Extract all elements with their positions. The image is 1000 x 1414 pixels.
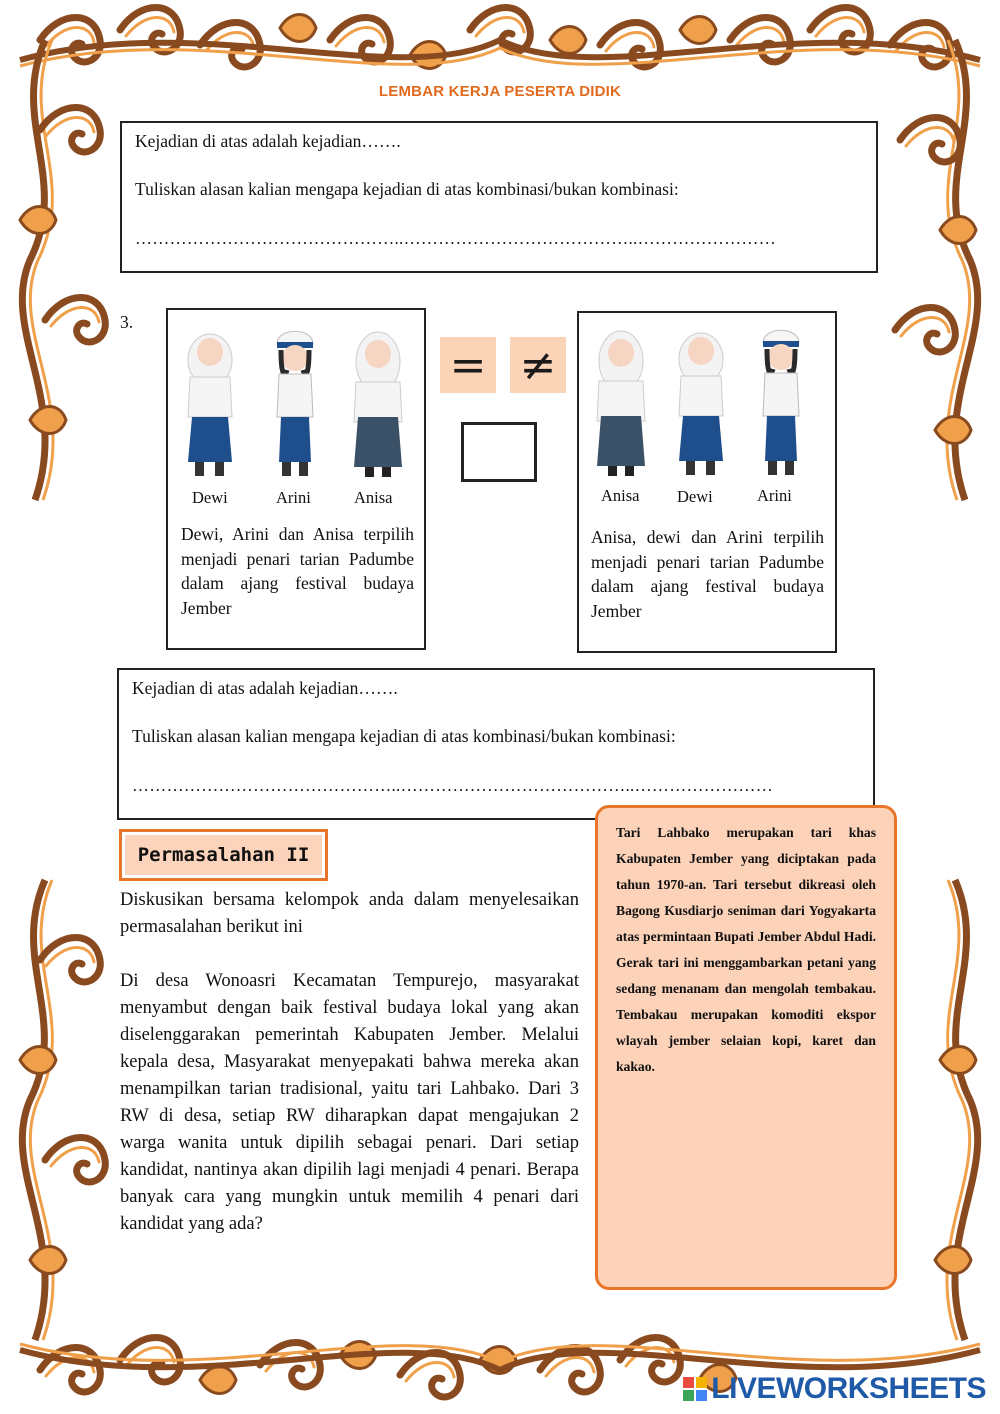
right-ornament-top (895, 40, 978, 500)
scenario-text: Dewi, Arini dan Anisa terpilih menjadi penari tarian Padumbe dalam ajang festival budaya Jember (181, 524, 414, 618)
scenario-text: Anisa, dewi dan Arini terpilih menjadi penari tarian Padumbe dalam ajang festival budaya Jember (591, 527, 824, 621)
name-label: Anisa (354, 488, 393, 507)
girl-cap-icon (763, 330, 799, 475)
live-badge-icon (683, 1377, 707, 1401)
watermark-text: LIVEWORKSHEETS (711, 1372, 986, 1405)
scenario-card-left (166, 308, 426, 650)
girl-hijab-icon (597, 331, 645, 476)
name-label: Anisa (601, 486, 640, 505)
right-ornament-bottom (935, 880, 978, 1340)
info-note-text: Tari Lahbako merupakan tari khas Kabupaten Jember yang diciptakan pada tahun 1970-an. Tari tersebut dikreasi oleh Bagong Kusdiarjo seniman dari Yogyakarta atas permintaan Bupati Jember Abdul Hadi. Gerak tari ini menggambarkan petani yang sedang menanam dan mengolah tembakau. Tembakau merupakan komoditi ekspor wlayah jember selaian kopi, karet dan kakao. (616, 825, 876, 1074)
section-heading-label: Permasalahan II (125, 835, 322, 875)
left-ornament-bottom (20, 880, 105, 1340)
page-title: LEMBAR KERJA PESERTA DIDIK (378, 83, 622, 100)
answer-line[interactable]: ………………………………………..…………………………………..…………………… (132, 776, 773, 795)
left-ornament-top (20, 40, 105, 500)
section-heading (119, 829, 328, 881)
answer-box-2 (117, 668, 875, 820)
question-number: 3. (120, 312, 134, 332)
girl-hijab-icon (188, 334, 232, 476)
girls-illustration (591, 321, 827, 486)
scenario-card-right (577, 311, 837, 653)
name-label: Arini (757, 486, 792, 505)
answer-box-1 (120, 121, 878, 273)
name-label: Arini (276, 488, 311, 507)
info-note-box (595, 805, 897, 1290)
girl-hijab-icon (354, 332, 402, 477)
equal-button[interactable]: = (440, 337, 496, 393)
reason-prompt: Tuliskan alasan kalian mengapa kejadian di atas kombinasi/bukan kombinasi: (132, 726, 676, 746)
name-label: Dewi (192, 488, 228, 507)
not-equal-button[interactable]: ≠ (510, 337, 566, 393)
intro-text: Diskusikan bersama kelompok anda dalam menyelesaikan permasalahan berikut ini (120, 890, 579, 937)
top-ornament (20, 8, 980, 69)
girl-cap-icon (277, 331, 313, 476)
event-type-prompt: Kejadian di atas adalah kejadian……. (135, 131, 401, 151)
answer-line[interactable]: ………………………………………..…………………………………..…………………… (135, 229, 776, 248)
girl-hijab-icon (679, 333, 723, 475)
girls-illustration (180, 322, 416, 487)
event-type-prompt: Kejadian di atas adalah kejadian……. (132, 678, 398, 698)
watermark (683, 1372, 986, 1406)
drop-target-box[interactable] (461, 422, 537, 482)
problem-text: Di desa Wonoasri Kecamatan Tempurejo, masyarakat menyambut dengan baik festival budaya lokal yang akan diselenggarakan pemerintah Kabupaten Jember. Melalui kepala desa, Masyarakat menyepakati bahwa mereka akan menampilkan tarian tradisional, yaitu tari Lahbako. Dari 3 RW di desa, setiap RW diharapkan dapat mengajukan 2 warga wanita untuk dipilih sebagai penari. Dari setiap kandidat, nantinya akan dipilih lagi menjadi 4 penari. Berapa banyak cara yang mungkin untuk memilih 4 penari dari kandidat yang ada? (120, 971, 579, 1234)
reason-prompt: Tuliskan alasan kalian mengapa kejadian di atas kombinasi/bukan kombinasi: (135, 179, 679, 199)
name-label: Dewi (677, 487, 713, 506)
